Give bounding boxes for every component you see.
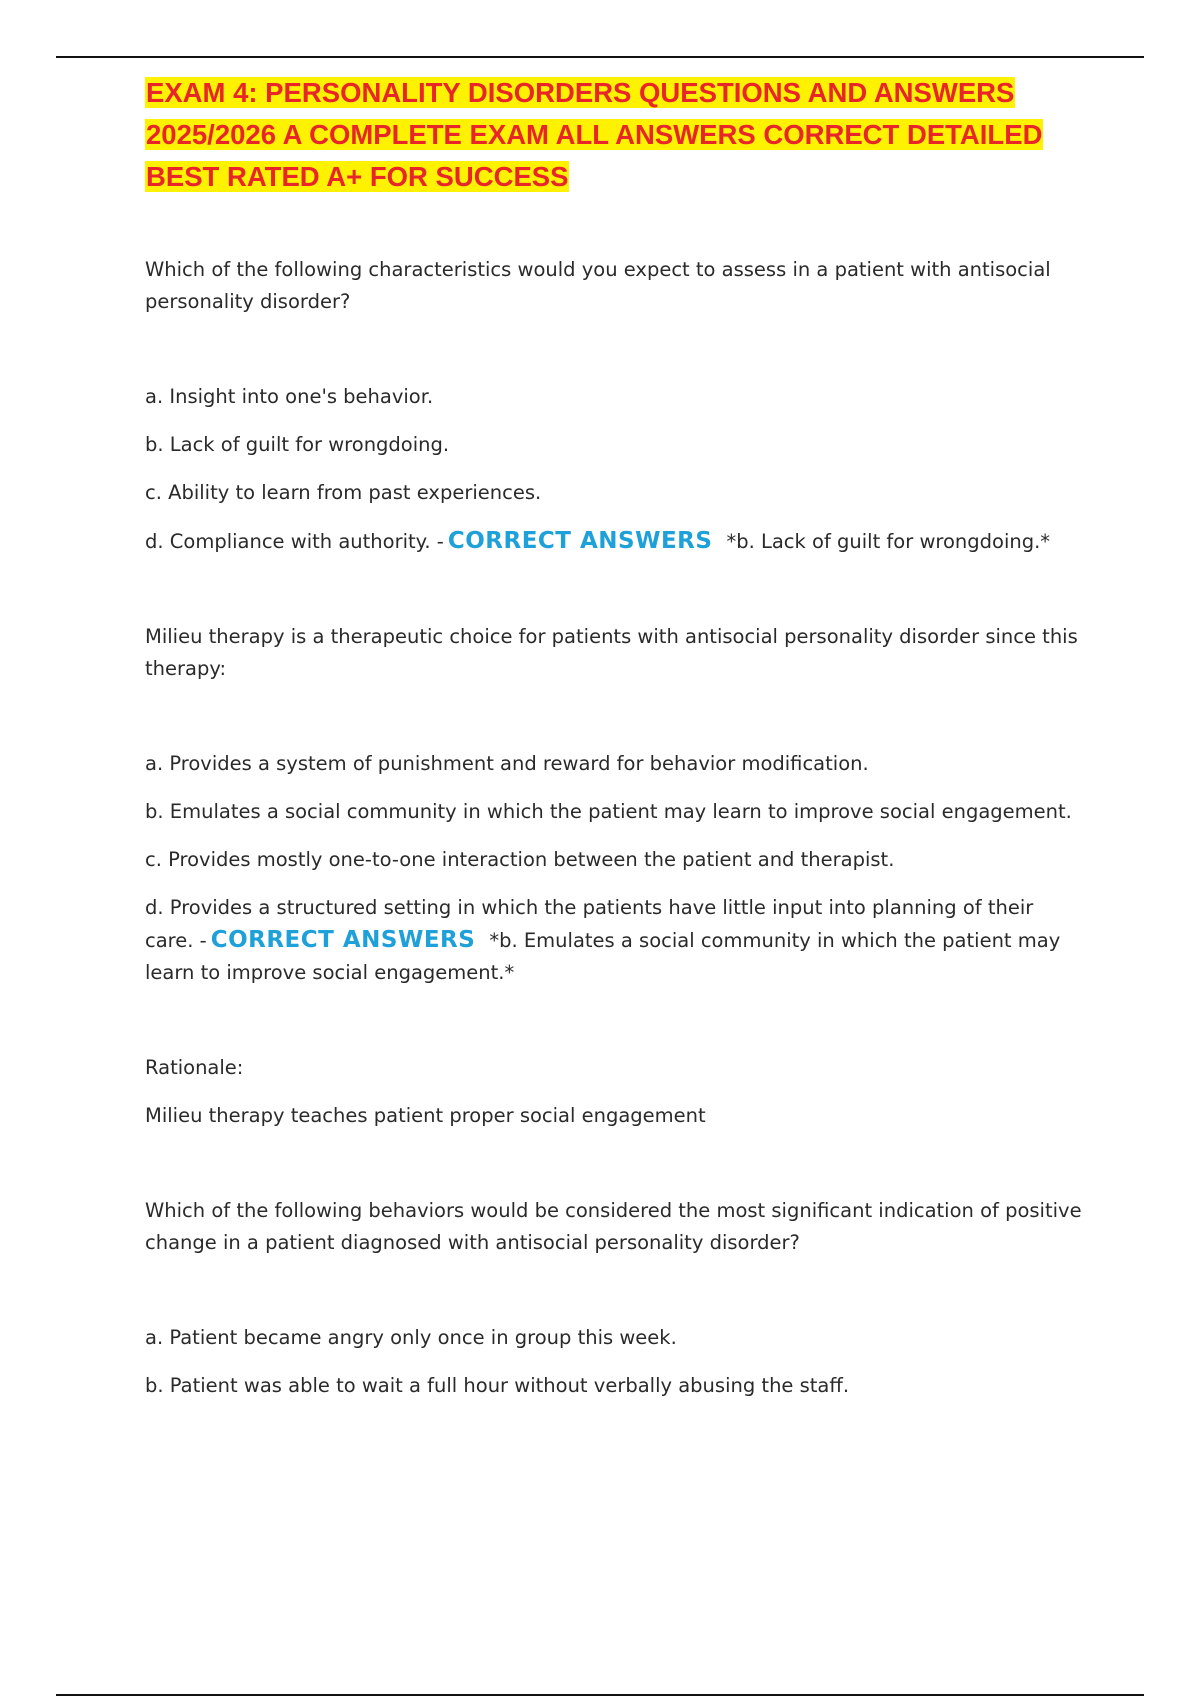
question-1-option-a: a. Insight into one's behavior. [145, 385, 434, 408]
question-1-option-c: c. Ability to learn from past experiences. [145, 481, 542, 504]
question-2-option-b: b. Emulates a social community in which the patient may learn to improve social engagement. [145, 800, 1072, 823]
rationale-text: Milieu therapy teaches patient proper social engagement [145, 1104, 706, 1127]
question-2-block [145, 621, 1085, 1132]
question-1-option-d: d. Compliance with authority. - [145, 530, 444, 553]
document-body [145, 72, 1085, 1418]
correct-answers-label: CORRECT ANSWERS [210, 927, 476, 953]
question-1-option-d-with-answer [145, 525, 1085, 558]
question-2-option-a: a. Provides a system of punishment and reward for behavior modification. [145, 752, 869, 775]
question-3-block [145, 1195, 1085, 1402]
question-3-text: Which of the following behaviors would be considered the most significant indication of positive change in a patient diagnosed with antisocial personality disorder? [145, 1199, 1082, 1254]
question-1-block [145, 254, 1085, 558]
document-title-highlight: EXAM 4: PERSONALITY DISORDERS QUESTIONS AND ANSWERS 2025/2026 A COMPLETE EXAM ALL ANSWERS CORRECT DETAILED BEST RATED A+ FOR SUCCESS [146, 77, 1043, 192]
question-3-option-a: a. Patient became angry only once in group this week. [145, 1326, 677, 1349]
question-1-option-b: b. Lack of guilt for wrongdoing. [145, 433, 450, 456]
top-rule [56, 56, 1144, 58]
bottom-rule [56, 1694, 1144, 1696]
rationale-label: Rationale: [145, 1056, 244, 1079]
document-title [145, 72, 1085, 198]
question-3-option-b: b. Patient was able to wait a full hour without verbally abusing the staff. [145, 1374, 850, 1397]
question-1-answer: *b. Lack of guilt for wrongdoing.* [726, 530, 1051, 553]
question-2-answer: *b. Emulates a social community in which the patient may learn to improve social engagement.* [145, 929, 1061, 984]
question-2-option-c: c. Provides mostly one-to-one interaction between the patient and therapist. [145, 848, 895, 871]
question-2-option-d-with-answer [145, 892, 1085, 989]
question-2-text: Milieu therapy is a therapeutic choice for patients with antisocial personality disorder since this therapy: [145, 625, 1078, 680]
correct-answers-label: CORRECT ANSWERS [447, 528, 713, 554]
question-1-text: Which of the following characteristics would you expect to assess in a patient with antisocial personality disorder? [145, 258, 1051, 313]
question-2-option-d: d. Provides a structured setting in which the patients have little input into planning of their care. - [145, 896, 1034, 952]
